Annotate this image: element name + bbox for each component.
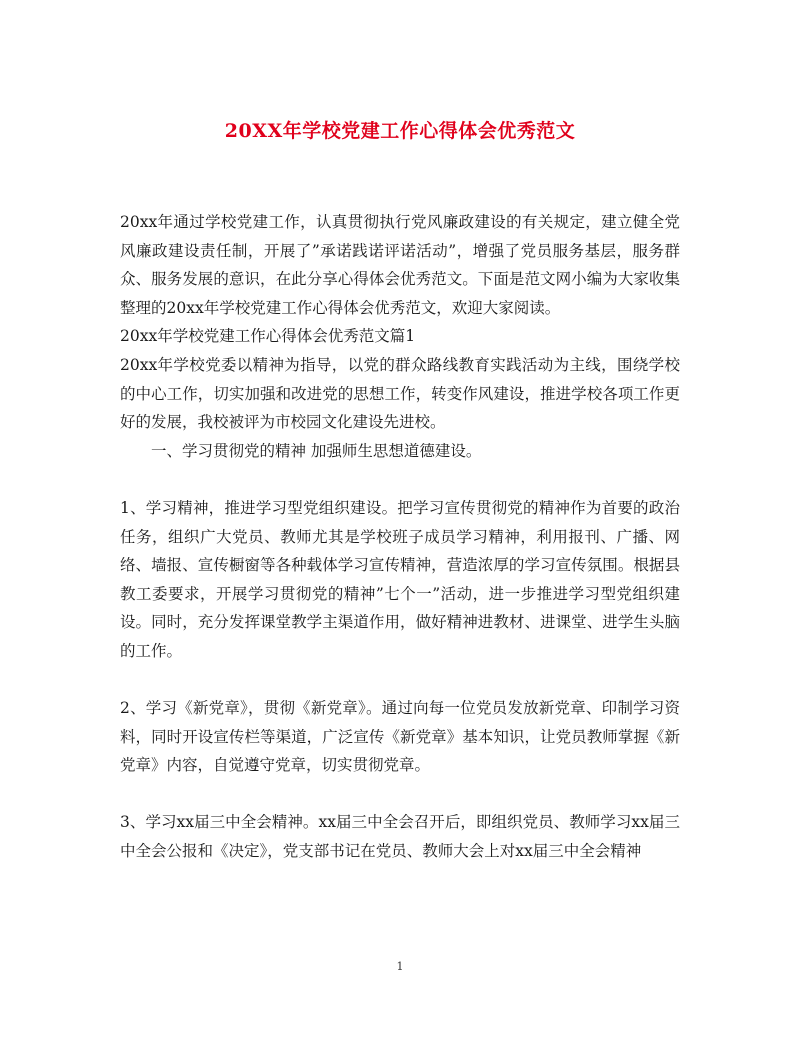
paragraph: 1、学习精神，推进学习型党组织建设。把学习宣传贯彻党的精神作为首要的政治任务，组织广大党员、教师尤其是学校班子成员学习精神，利用报刊、广播、网络、墙报、宣传橱窗等各种载体学习宣传精神，营造浓厚的学习宣传氛围。根据县教工委要求，开展学习贯彻党的精神”七个一”活动，进一步推进学习型党组织建设。同时，充分发挥课堂教学主渠道作用，做好精神进教材、进课堂、进学生头脑的工作。 bbox=[120, 498, 680, 660]
paragraph: 3、学习xx届三中全会精神。xx届三中全会召开后，即组织党员、教师学习xx届三中全会公报和《决定》，党支部书记在党员、教师大会上对xx届三中全会精神 bbox=[120, 813, 680, 861]
section-heading: 20xx年学校党建工作心得体会优秀范文篇1 bbox=[120, 327, 416, 346]
paragraph: 20xx年学校党委以精神为指导，以党的群众路线教育实践活动为主线，围绕学校的中心工作，切实加强和改进党的思想工作，转变作风建设，推进学校各项工作更好的发展，我校被评为市校园文化建设先进校。 bbox=[120, 355, 680, 432]
page-number: 1 bbox=[396, 960, 404, 973]
intro-paragraph: 20xx年通过学校党建工作，认真贯彻执行党风廉政建设的有关规定，建立健全党风廉政建设责任制，开展了”承诺践诺评诺活动”，增强了党员服务基层，服务群众、服务发展的意识，在此分享心得体会优秀范文。下面是范文网小编为大家收集整理的20xx年学校党建工作心得体会优秀范文，欢迎大家阅读。 bbox=[120, 213, 680, 317]
subheading: 一、学习贯彻党的精神 加强师生思想道德建设。 bbox=[151, 441, 482, 460]
document-body bbox=[120, 208, 680, 866]
paragraph: 2、学习《新党章》，贯彻《新党章》。通过向每一位党员发放新党章、印制学习资料，同时开设宣传栏等渠道，广泛宣传《新党章》基本知识，让党员教师掌握《新党章》内容，自觉遵守党章，切实贯彻党章。 bbox=[120, 699, 680, 775]
document-title: 20XX年学校党建工作心得体会优秀范文 bbox=[224, 120, 576, 142]
